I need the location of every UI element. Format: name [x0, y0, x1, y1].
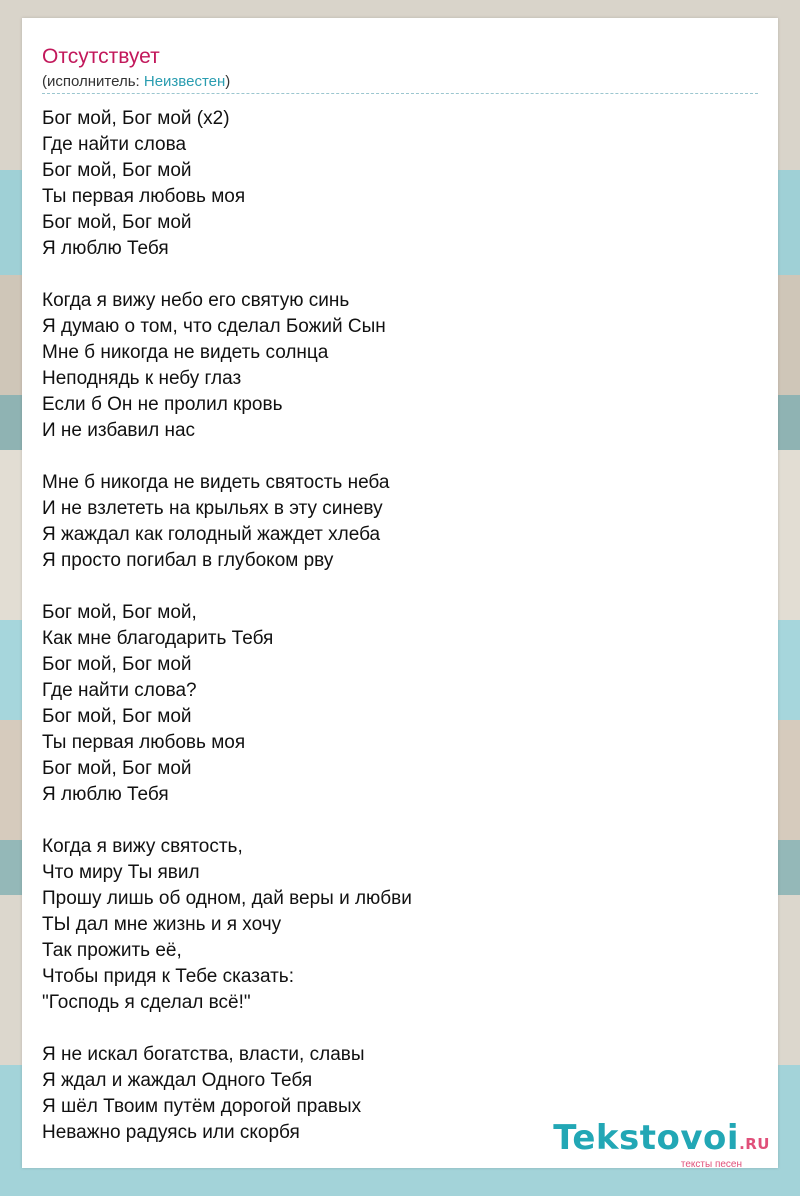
lyric-line: Я шёл Твоим путём дорогой правых: [42, 1096, 362, 1117]
logo-tagline: тексты песен: [680, 1159, 742, 1170]
lyric-line: Бог мой, Бог мой,: [42, 602, 197, 623]
song-title: Отсутствует: [42, 45, 160, 68]
lyric-line: Где найти слова: [42, 134, 187, 155]
lyric-line: Бог мой, Бог мой (x2): [42, 108, 230, 129]
lyric-line: Бог мой, Бог мой: [42, 160, 192, 181]
verse-gap: [42, 444, 758, 470]
logo-tld: .RU: [739, 1135, 770, 1153]
lyric-line: Где найти слова?: [42, 680, 197, 701]
verse-gap: [42, 574, 758, 600]
lyric-line: Неважно радуясь или скорбя: [42, 1122, 300, 1143]
lyric-line: Бог мой, Бог мой: [42, 758, 192, 779]
lyric-line: Когда я вижу святость,: [42, 836, 243, 857]
lyric-line: Неподнядь к небу глаз: [42, 368, 242, 389]
lyric-line: Мне б никогда не видеть святость неба: [42, 472, 390, 493]
lyric-line: Я ждал и жаждал Одного Тебя: [42, 1070, 313, 1091]
lyric-line: Мне б никогда не видеть солнца: [42, 342, 329, 363]
lyric-line: Что миру Ты явил: [42, 862, 200, 883]
lyric-line: Я думаю о том, что сделал Божий Сын: [42, 316, 386, 337]
verse-gap: [42, 808, 758, 834]
lyric-line: Я жаждал как голодный жаждет хлеба: [42, 524, 381, 545]
lyric-line: Ты первая любовь моя: [42, 732, 246, 753]
lyric-line: Когда я вижу небо его святую синь: [42, 290, 350, 311]
lyric-line: Если б Он не пролил кровь: [42, 394, 283, 415]
logo-name: Tekstovoi: [553, 1118, 740, 1158]
artist-prefix: (исполнитель:: [42, 73, 144, 90]
verse-gap: [42, 1016, 758, 1042]
lyric-line: Я не искал богатства, власти, славы: [42, 1044, 365, 1065]
lyric-line: Чтобы придя к Тебе сказать:: [42, 966, 294, 987]
lyrics-text: [42, 106, 758, 1146]
lyric-line: Бог мой, Бог мой: [42, 654, 192, 675]
lyric-line: Я люблю Тебя: [42, 784, 169, 805]
lyric-line: ТЫ дал мне жизнь и я хочу: [42, 914, 282, 935]
lyrics-card: [22, 18, 778, 1168]
lyric-line: Так прожить её,: [42, 940, 182, 961]
lyric-line: Я люблю Тебя: [42, 238, 169, 259]
artist-link[interactable]: Неизвестен: [143, 73, 226, 90]
lyric-line: Прошу лишь об одном, дай веры и любви: [42, 888, 412, 909]
lyric-line: Ты первая любовь моя: [42, 186, 246, 207]
lyric-line: Я просто погибал в глубоком рву: [42, 550, 334, 571]
artist-line: [42, 73, 230, 91]
site-logo[interactable]: [553, 1120, 770, 1170]
lyric-line: "Господь я сделал всё!": [42, 992, 251, 1013]
lyric-line: И не избавил нас: [42, 420, 196, 441]
lyric-line: Как мне благодарить Тебя: [42, 628, 274, 649]
divider: [42, 93, 758, 94]
verse-gap: [42, 262, 758, 288]
lyric-line: Бог мой, Бог мой: [42, 706, 192, 727]
lyric-line: И не взлететь на крыльях в эту синеву: [42, 498, 383, 519]
lyric-line: Бог мой, Бог мой: [42, 212, 192, 233]
artist-suffix: ): [225, 73, 231, 90]
